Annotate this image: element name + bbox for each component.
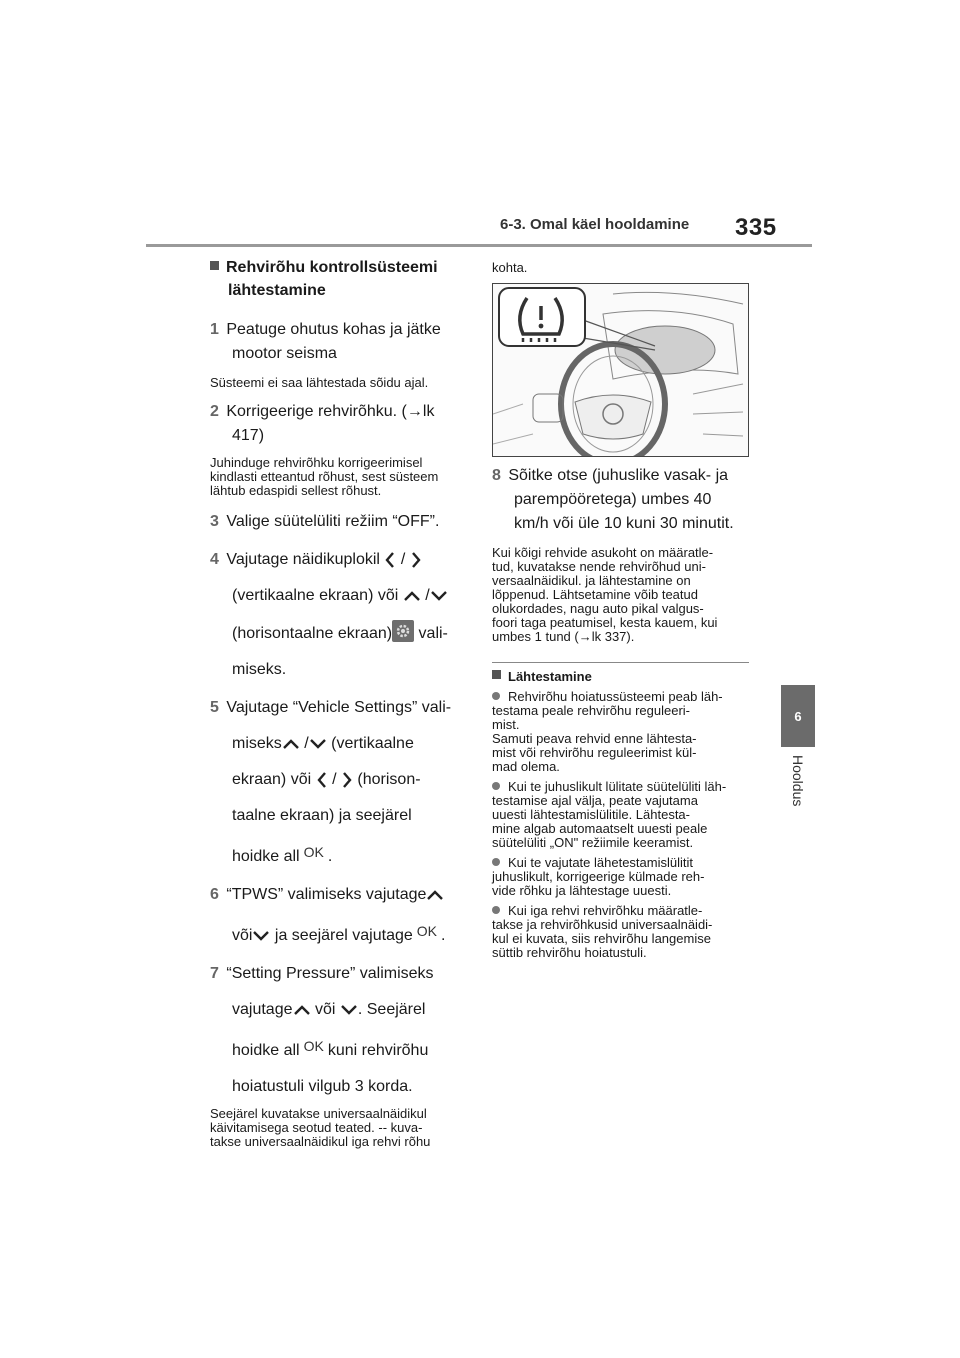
note-2-line1: Juhinduge rehvirõhku korrigeerimisel xyxy=(210,455,423,470)
note-2-line3: lähtub edaspidi sellest rõhust. xyxy=(210,483,382,498)
bullet-line: Kui te juhuslikult lülitate süütelüliti läh- xyxy=(492,780,754,794)
para-line: lõppenud. Lähtsetamine võib teatud xyxy=(492,587,698,602)
chevron-down-icon xyxy=(309,738,327,750)
bullet-line: Samuti peava rehvid enne lähtesta- xyxy=(492,731,697,746)
bullet-line: kul ei kuvata, siis rehvirõhu langemise xyxy=(492,931,711,946)
section-title: 6-3. Omal käel hooldamine xyxy=(500,216,690,233)
step-7-line3: hoidke all OK kuni rehvirõhu xyxy=(210,1034,472,1063)
notes-heading: Lähtestamine xyxy=(492,670,754,684)
notes-section xyxy=(492,670,754,960)
steering-wheel-dashboard-image xyxy=(493,284,748,456)
bullet-item-1 xyxy=(492,690,754,774)
bullet-line: süütelüliti „ON" režiimile keeramist. xyxy=(492,835,694,850)
chevron-left-icon xyxy=(384,551,396,569)
chevron-up-icon xyxy=(426,889,444,901)
chevron-right-icon xyxy=(341,771,353,789)
bullet-line: vide rõhku ja lähtestage uuesti. xyxy=(492,883,672,898)
bullet-line: Kui iga rehvi rehvirõhku määratle- xyxy=(492,904,754,918)
note-2-line2: kindlasti etteantud rõhust, sest süsteem xyxy=(210,469,439,484)
bullet-line: Rehvirõhu hoiatussüsteemi peab läh- xyxy=(492,690,754,704)
bullet-line: testamise ajal välja, peate vajutama xyxy=(492,793,698,808)
page-number: 335 xyxy=(735,214,777,241)
bullet-icon xyxy=(492,906,500,914)
square-bullet-icon xyxy=(492,670,501,679)
chapter-label: Hooldus xyxy=(790,755,806,807)
bullet-item-3 xyxy=(492,856,754,898)
section-divider xyxy=(492,662,749,663)
step-7: 7 “Setting Pressure” valimiseks xyxy=(210,965,434,982)
continued-text: kohta. xyxy=(492,260,528,275)
para-line: versaalnäidikul. ja lähtestamine on xyxy=(492,573,691,588)
chevron-up-icon xyxy=(282,738,300,750)
bullet-line: uuesti lähtestamislülitile. Lähtesta- xyxy=(492,807,690,822)
ok-button-icon: OK xyxy=(303,1038,324,1054)
bullet-line: testama peale rehvirõhu reguleeri- xyxy=(492,703,690,718)
step-4-line2: (vertikaalne ekraan) või / xyxy=(210,584,472,608)
chevron-right-icon xyxy=(410,551,422,569)
step-1-line2: mootor seisma xyxy=(232,345,337,362)
para-line: foori taga peatumisel, kesta kauem, kui xyxy=(492,615,718,630)
bullet-icon xyxy=(492,782,500,790)
bullet-item-4 xyxy=(492,904,754,960)
square-bullet-icon xyxy=(210,261,219,270)
step-5-line4: taalne ekraan) ja seejärel xyxy=(232,807,412,824)
chevron-down-icon xyxy=(252,930,270,942)
header-rule xyxy=(146,244,812,247)
bullet-line: mist. xyxy=(492,717,520,732)
step-4-line4: miseks. xyxy=(232,661,287,678)
para-line: olukordades, nagu auto pikal valgus- xyxy=(492,601,704,616)
note-3-line2: käivitamisega seotud teated. -- kuva- xyxy=(210,1120,423,1135)
ok-button-icon: OK xyxy=(416,923,438,939)
bullet-item-2 xyxy=(492,780,754,850)
step-7-line2: vajutage või . Seejärel xyxy=(232,1001,426,1018)
bullet-line: Kui te vajutate lähetestamislülitit xyxy=(492,856,754,870)
step-5-line2: miseks / (vertikaalne xyxy=(232,735,414,752)
step-5-line3: ekraan) või / (horison- xyxy=(232,771,421,788)
chevron-down-icon xyxy=(340,1004,358,1016)
note-1: Süsteemi ei saa lähtestada sõidu ajal. xyxy=(210,375,429,390)
dashboard-illustration xyxy=(492,283,749,457)
para-line: umbes 1 tund (→lk 337). xyxy=(492,629,635,644)
step-6-line2: või ja seejärel vajutage OK . xyxy=(210,919,472,948)
bullet-line: mad olema. xyxy=(492,759,560,774)
bullet-line: mine algab automaatselt uuesti peale xyxy=(492,821,708,836)
step-5: 5 Vajutage “Vehicle Settings” vali- xyxy=(210,699,452,716)
para-line: tud, kuvatakse nende rehvirõhud uni- xyxy=(492,559,706,574)
step-4-line3: (horisontaalne ekraan) vali- xyxy=(210,620,472,646)
chevron-up-icon xyxy=(293,1004,311,1016)
ok-button-icon: OK xyxy=(303,844,324,860)
note-3-line3: takse universaalnäidikul iga rehvi rõhu xyxy=(210,1134,431,1149)
step-2-line2: 417) xyxy=(232,427,265,444)
bullet-icon xyxy=(492,692,500,700)
step-7-line4: hoiatustuli vilgub 3 korda. xyxy=(232,1078,413,1095)
step-4: 4 Vajutage näidikuplokil / xyxy=(210,548,472,572)
step-2: 2 Korrigeerige rehvirõhku. (→lk xyxy=(210,403,435,420)
step-8-line3: km/h või üle 10 kuni 30 minutit. xyxy=(514,515,734,532)
step-8-line2: parempööretega) umbes 40 xyxy=(514,491,712,508)
settings-gear-icon xyxy=(392,620,414,642)
bullet-line: juhuslikult, korrigeerige külmade reh- xyxy=(492,869,705,884)
note-3-line1: Seejärel kuvatakse universaalnäidikul xyxy=(210,1106,427,1121)
step-5-line5: hoidke all OK . xyxy=(210,840,472,869)
section-heading-line2: lähtestamine xyxy=(228,282,326,299)
step-6: 6 “TPWS” valimiseks vajutage xyxy=(210,883,472,907)
step-3: 3 Valige süütelüliti režiim “OFF”. xyxy=(210,513,440,530)
chevron-left-icon xyxy=(316,771,328,789)
right-column xyxy=(492,464,752,644)
chevron-up-icon xyxy=(403,590,421,602)
step-8: 8 Sõitke otse (juhuslike vasak- ja xyxy=(492,467,729,484)
para-line: Kui kõigi rehvide asukoht on määratle- xyxy=(492,545,714,560)
bullet-icon xyxy=(492,858,500,866)
bullet-line: takse ja rehvirõhkusid universaalnäidi- xyxy=(492,917,713,932)
bullet-line: mist või rehvirõhu reguleerimist kül- xyxy=(492,745,697,760)
chapter-tab: 6 xyxy=(781,685,815,747)
bullet-line: süttib rehvirõhu hoiatustuli. xyxy=(492,945,647,960)
left-column xyxy=(210,256,472,1149)
step-1: 1 Peatuge ohutus kohas ja jätke xyxy=(210,321,441,338)
chevron-down-icon xyxy=(430,590,448,602)
section-heading: Rehvirõhu kontrollsüsteemi xyxy=(210,256,472,279)
